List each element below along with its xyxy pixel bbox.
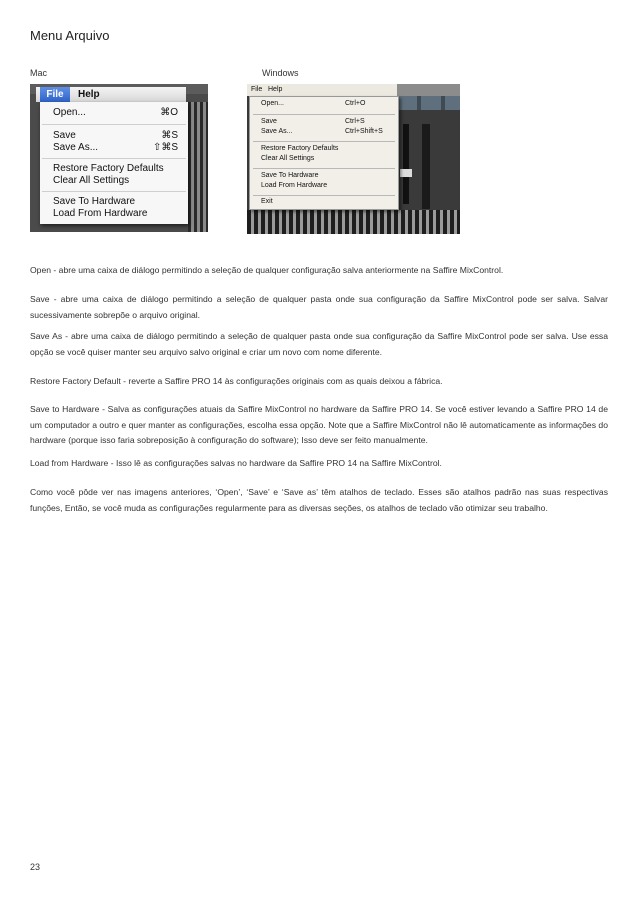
mac-shortcut-save-as: ⇧⌘S [152,142,178,153]
mac-shortcut-save: ⌘S [161,130,178,141]
win-shortcut-open: Ctrl+O [345,100,366,107]
mac-file-menu-screenshot [30,84,208,232]
menu-separator [253,114,395,115]
mac-menubar [36,87,186,102]
mixer-background [188,102,208,232]
mac-item-save-as[interactable]: Save As... [53,142,99,153]
mac-item-save[interactable]: Save [53,130,76,141]
page-number: 23 [30,862,41,872]
mixer-tabs [397,96,460,110]
page-title: Menu Arquivo [30,28,110,43]
win-item-exit[interactable]: Exit [261,198,273,205]
level-meter [422,124,430,209]
win-item-restore-defaults[interactable]: Restore Factory Defaults [261,145,339,152]
mac-menu-file[interactable]: File [40,87,70,102]
fader-knob [400,169,412,177]
win-menubar [247,84,397,96]
win-item-open[interactable]: Open... [261,100,284,107]
mac-menu-help[interactable]: Help [78,89,100,100]
win-shortcut-save-as: Ctrl+Shift+S [345,128,383,135]
menu-separator [42,191,186,192]
mac-item-save-to-hardware[interactable]: Save To Hardware [53,196,136,207]
menu-separator [253,168,395,169]
mac-shortcut-open: ⌘O [160,107,178,118]
paragraph-load-from-hardware: Load from Hardware - Isso lê as configurações salvas no hardware da Saffire PRO 14 na Saffire MixControl. [30,458,442,468]
menu-separator [253,195,395,196]
paragraph-restore-factory-default: Restore Factory Default - reverte a Saffire PRO 14 às configurações originais com as quais deixou a fábrica. [30,376,443,386]
menu-separator [42,158,186,159]
mixer-background [247,210,460,234]
window-titlebar [397,84,460,96]
paragraph-save: Save - abre uma caixa de diálogo permitindo a seleção de qualquer pasta onde sua configuração da Saffire MixControl pode ser salva. Salvar sucessivamente sobrepõe o arquivo original. [30,294,608,320]
mac-item-clear-settings[interactable]: Clear All Settings [53,175,130,186]
fader-track [403,124,409,204]
paragraph-save-to-hardware: Save to Hardware - Salva as configurações atuais da Saffire MixControl no hardware da Saffire PRO 14. Se você estiver levando a Saffire PRO 14 de um computador a outro e quer manter as configurações, escolha essa opção. Note que a Saffire MixControl não lê automaticamente as informações do hardware (porque isso faria sobreposição à configuração do software); Isso deve ser feito manualmente. [30,404,608,445]
win-item-save-as[interactable]: Save As... [261,128,293,135]
win-item-clear-settings[interactable]: Clear All Settings [261,155,315,162]
menu-separator [253,141,395,142]
windows-label: Windows [262,68,299,78]
windows-file-menu-screenshot [247,84,460,234]
win-item-save[interactable]: Save [261,118,277,125]
win-item-load-from-hardware[interactable]: Load From Hardware [261,182,328,189]
mac-label: Mac [30,68,48,78]
mac-file-dropdown [40,102,188,224]
win-menu-help[interactable]: Help [268,86,283,93]
mac-item-restore-defaults[interactable]: Restore Factory Defaults [53,163,164,174]
mac-item-open[interactable]: Open... [53,107,86,118]
menu-separator [42,124,186,125]
paragraph-open: Open - abre uma caixa de diálogo permitindo a seleção de qualquer configuração salva anteriormente na Saffire MixControl. [30,265,504,275]
paragraph-shortcuts: Como você pôde ver nas imagens anteriores, ‘Open’, ‘Save’ e ‘Save as’ têm atalhos de teclado. Esses são atalhos padrão nas suas respectivas funções, Então, se você muda as configurações regularmente para as diversas seções, os atalhos de teclado vão otimizar seu trabalho. [30,487,608,513]
paragraph-save-as: Save As - abre uma caixa de diálogo permitindo a seleção de qualquer pasta onde sua configuração da Saffire MixControl pode ser salva. Use essa opção se você quiser manter seu arquivo salvo original e criar um novo com nome diferente. [30,331,608,357]
win-menu-file[interactable]: File [251,86,263,93]
mac-item-load-from-hardware[interactable]: Load From Hardware [53,208,148,219]
win-file-dropdown [249,96,399,210]
win-shortcut-save: Ctrl+S [345,118,365,125]
win-item-save-to-hardware[interactable]: Save To Hardware [261,172,319,179]
